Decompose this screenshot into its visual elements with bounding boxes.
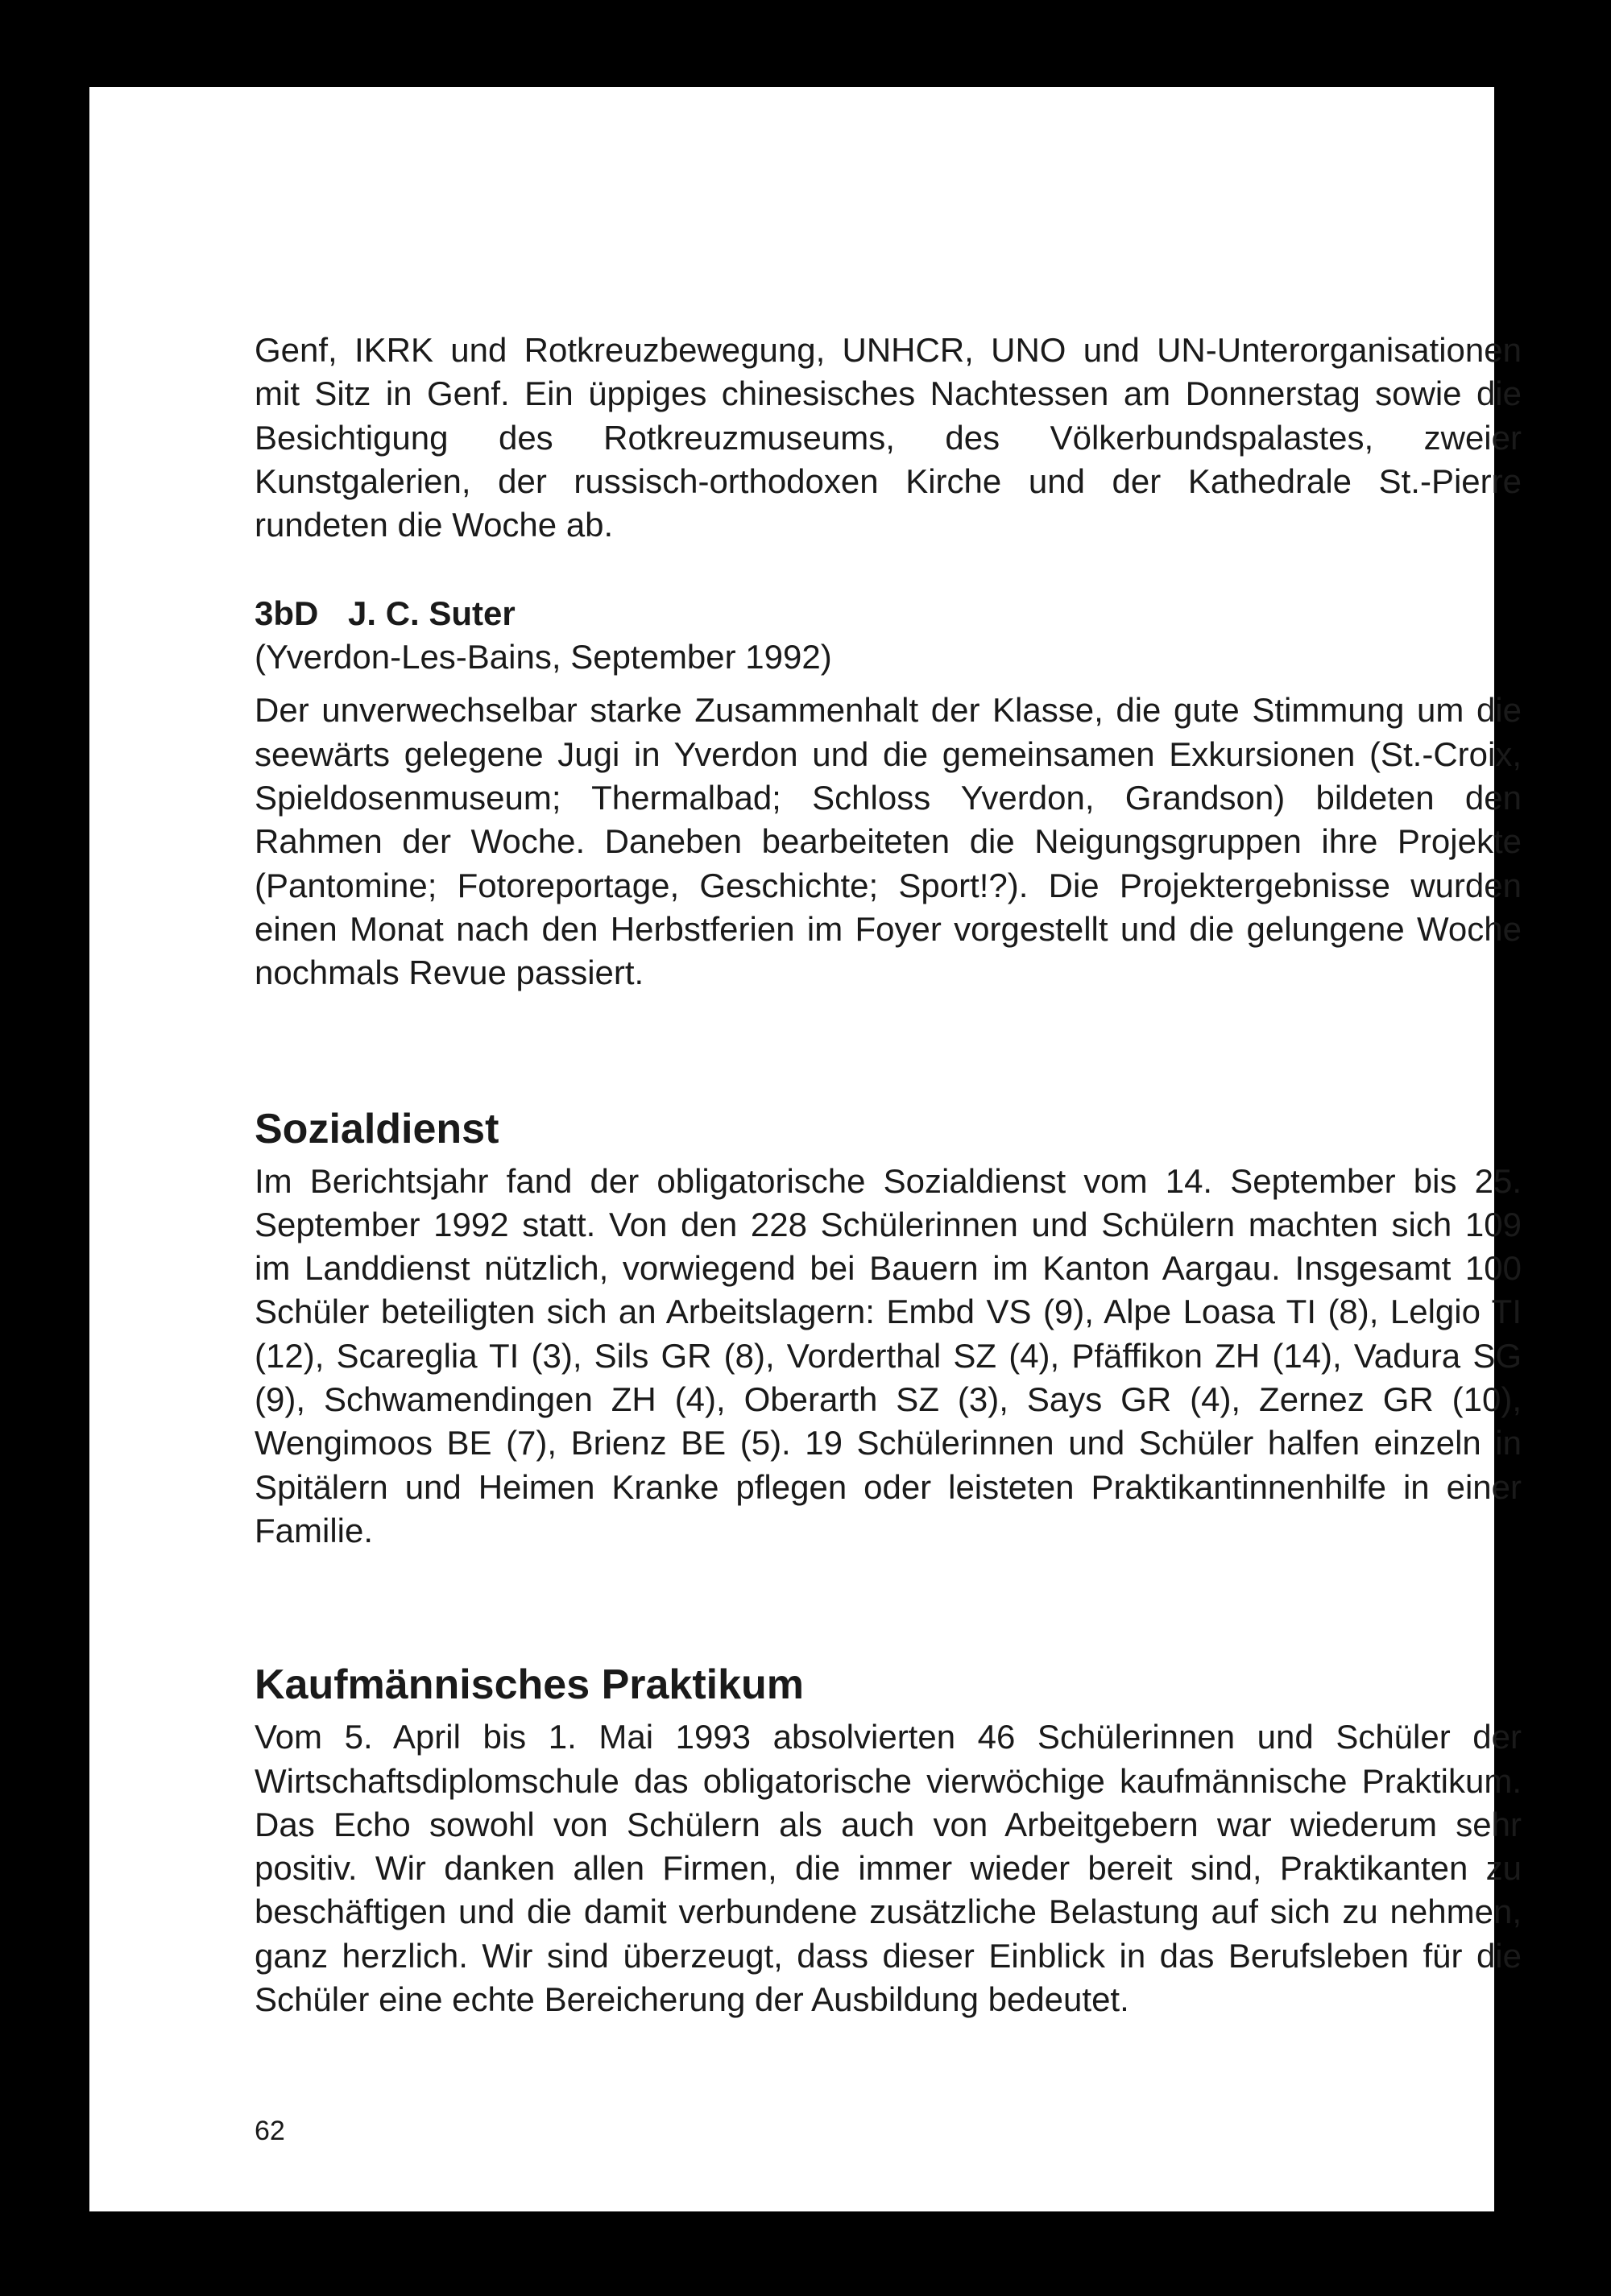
page-number: 62 [255, 2116, 285, 2146]
class-report-heading [255, 592, 1522, 635]
page-content [255, 329, 1522, 2021]
section-text-sozialdienst: Im Berichtsjahr fand der obligatorische Sozialdienst vom 14. September bis 25. September 1992 statt. Von den 228 Schülerinnen und Schülern machten sich 109 im Landdienst nützlich, vorwiegend bei Bauern im Kanton Aargau. Insgesamt 100 Schüler beteiligten sich an Arbeitslagern: Embd VS (9), Alpe Loasa TI (8), Lelgio TI (12), Scareglia TI (3), Sils GR (8), Vorderthal SZ (4), Pfäffikon ZH (14), Vadura SG (9), Schwamendingen ZH (4), Oberarth SZ (3), Says GR (4), Zernez GR (10), Wengimoos BE (7), Brienz BE (5). 19 Schülerinnen und Schüler halfen einzeln in Spitälern und Heimen Kranke pflegen oder leisteten Praktikantinnenhilfe in einer Familie. [255, 1161, 1522, 1549]
class-code: 3bD [255, 594, 319, 633]
intro-paragraph: Genf, IKRK und Rotkreuzbewegung, UNHCR, UNO und UN-Unterorganisationen mit Sitz in Genf. Ein üppiges chinesisches Nachtessen am Donnerstag sowie die Besichtigung des Rotkreuzmuseums, des Völkerbundspalastes, zweier Kunstgalerien, der russisch-orthodoxen Kirche und der Kathedrale St.-Pierre rundeten die Woche ab. [255, 331, 1522, 544]
class-report-text: Der unverwechselbar starke Zusammenhalt der Klasse, die gute Stimmung um die seewärts gelegene Jugi in Yverdon und die gemeinsamen Exkursionen (St.-Croix, Spieldosenmuseum; Thermalbad; Schloss Yverdon, Grandson) bildeten den Rahmen der Woche. Daneben bearbeiteten die Neigungsgruppen ihre Projekte (Pantomine; Fotoreportage, Geschichte; Sport!?). Die Projektergebnisse wurden einen Monat nach den Herbstferien im Foyer vorgestellt und die gelungene Woche nochmals Revue passiert. [255, 691, 1522, 992]
class-teacher: J. C. Suter [348, 594, 516, 633]
section-title-sozialdienst: Sozialdienst [255, 1105, 499, 1152]
section-title-praktikum: Kaufmännisches Praktikum [255, 1661, 805, 1709]
class-location-date: (Yverdon-Les-Bains, September 1992) [255, 638, 832, 676]
page [89, 87, 1522, 2211]
section-text-praktikum: Vom 5. April bis 1. Mai 1993 absolvierten 46 Schülerinnen und Schüler der Wirtschaftsdiplomschule das obligatorische vierwöchige kaufmännische Praktikum. Das Echo sowohl von Schülern als auch von Arbeitgebern war wiederum sehr positiv. Wir danken allen Firmen, die immer wieder bereit sind, Praktikanten zu beschäftigen und die damit verbundene zusätzliche Belastung auf sich zu nehmen, ganz herzlich. Wir sind überzeugt, dass dieser Einblick in das Berufsleben für die Schüler eine echte Bereicherung der Ausbildung bedeutet. [255, 1718, 1522, 2019]
